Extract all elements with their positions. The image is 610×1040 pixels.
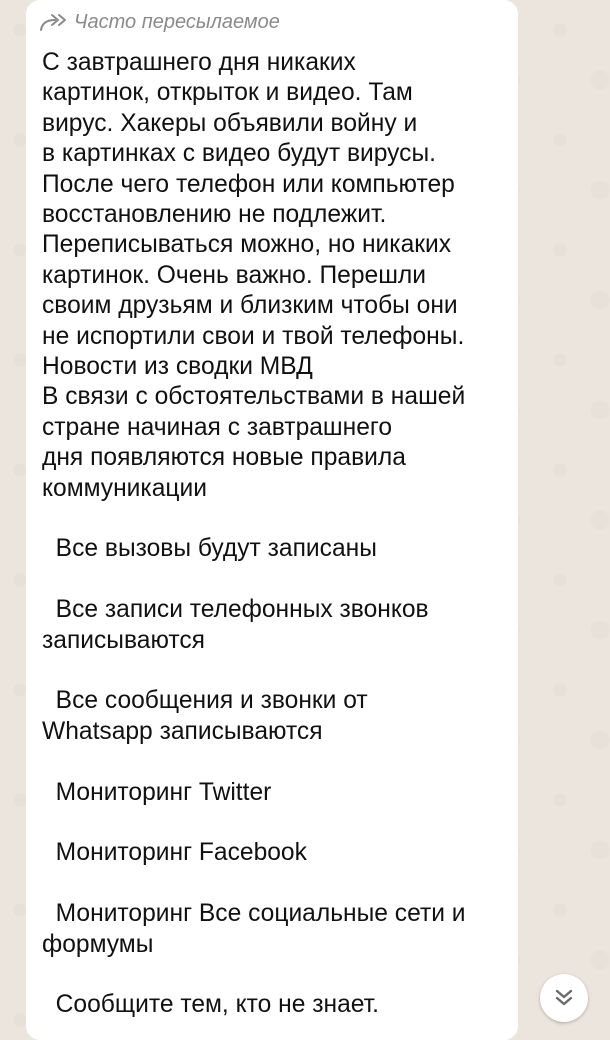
list-item: Мониторинг Все социальные сети и формумы (42, 900, 466, 958)
scroll-down-button[interactable] (540, 974, 588, 1022)
list-item: Мониторинг Twitter (42, 778, 272, 806)
list-item: Все вызовы будут записаны (42, 535, 377, 563)
list-item: Сообщите тем, кто не знает. (42, 991, 379, 1019)
message-bubble[interactable] (26, 0, 518, 1040)
forwarded-header (38, 8, 502, 36)
forwarded-label: Часто пересылаемое (74, 10, 280, 33)
message-text (42, 48, 502, 1021)
list-item: Все сообщения и звонки от Whatsapp записываются (42, 687, 368, 745)
message-intro: С завтрашнего дня никаких картинок, открыток и видео. Там вирус. Хакеры объявили войну и в картинках с видео будут вирусы. После чего телефон или компьютер восстановлению не подлежит. Переписываться можно, но никаких картинок. Очень важно. Перешли своим друзьям и близким чтобы они не испортили свои и твой телефоны. Новости из сводки МВД В связи с обстоятельствами в нашей стране начиная с завтрашнего дня появляются новые правила коммуникации (42, 49, 466, 502)
list-item: Мониторинг Facebook (42, 839, 307, 867)
list-item: Все записи телефонных звонков записываются (42, 596, 429, 654)
forward-double-arrow-icon (38, 10, 74, 34)
double-chevron-down-icon (553, 987, 575, 1009)
